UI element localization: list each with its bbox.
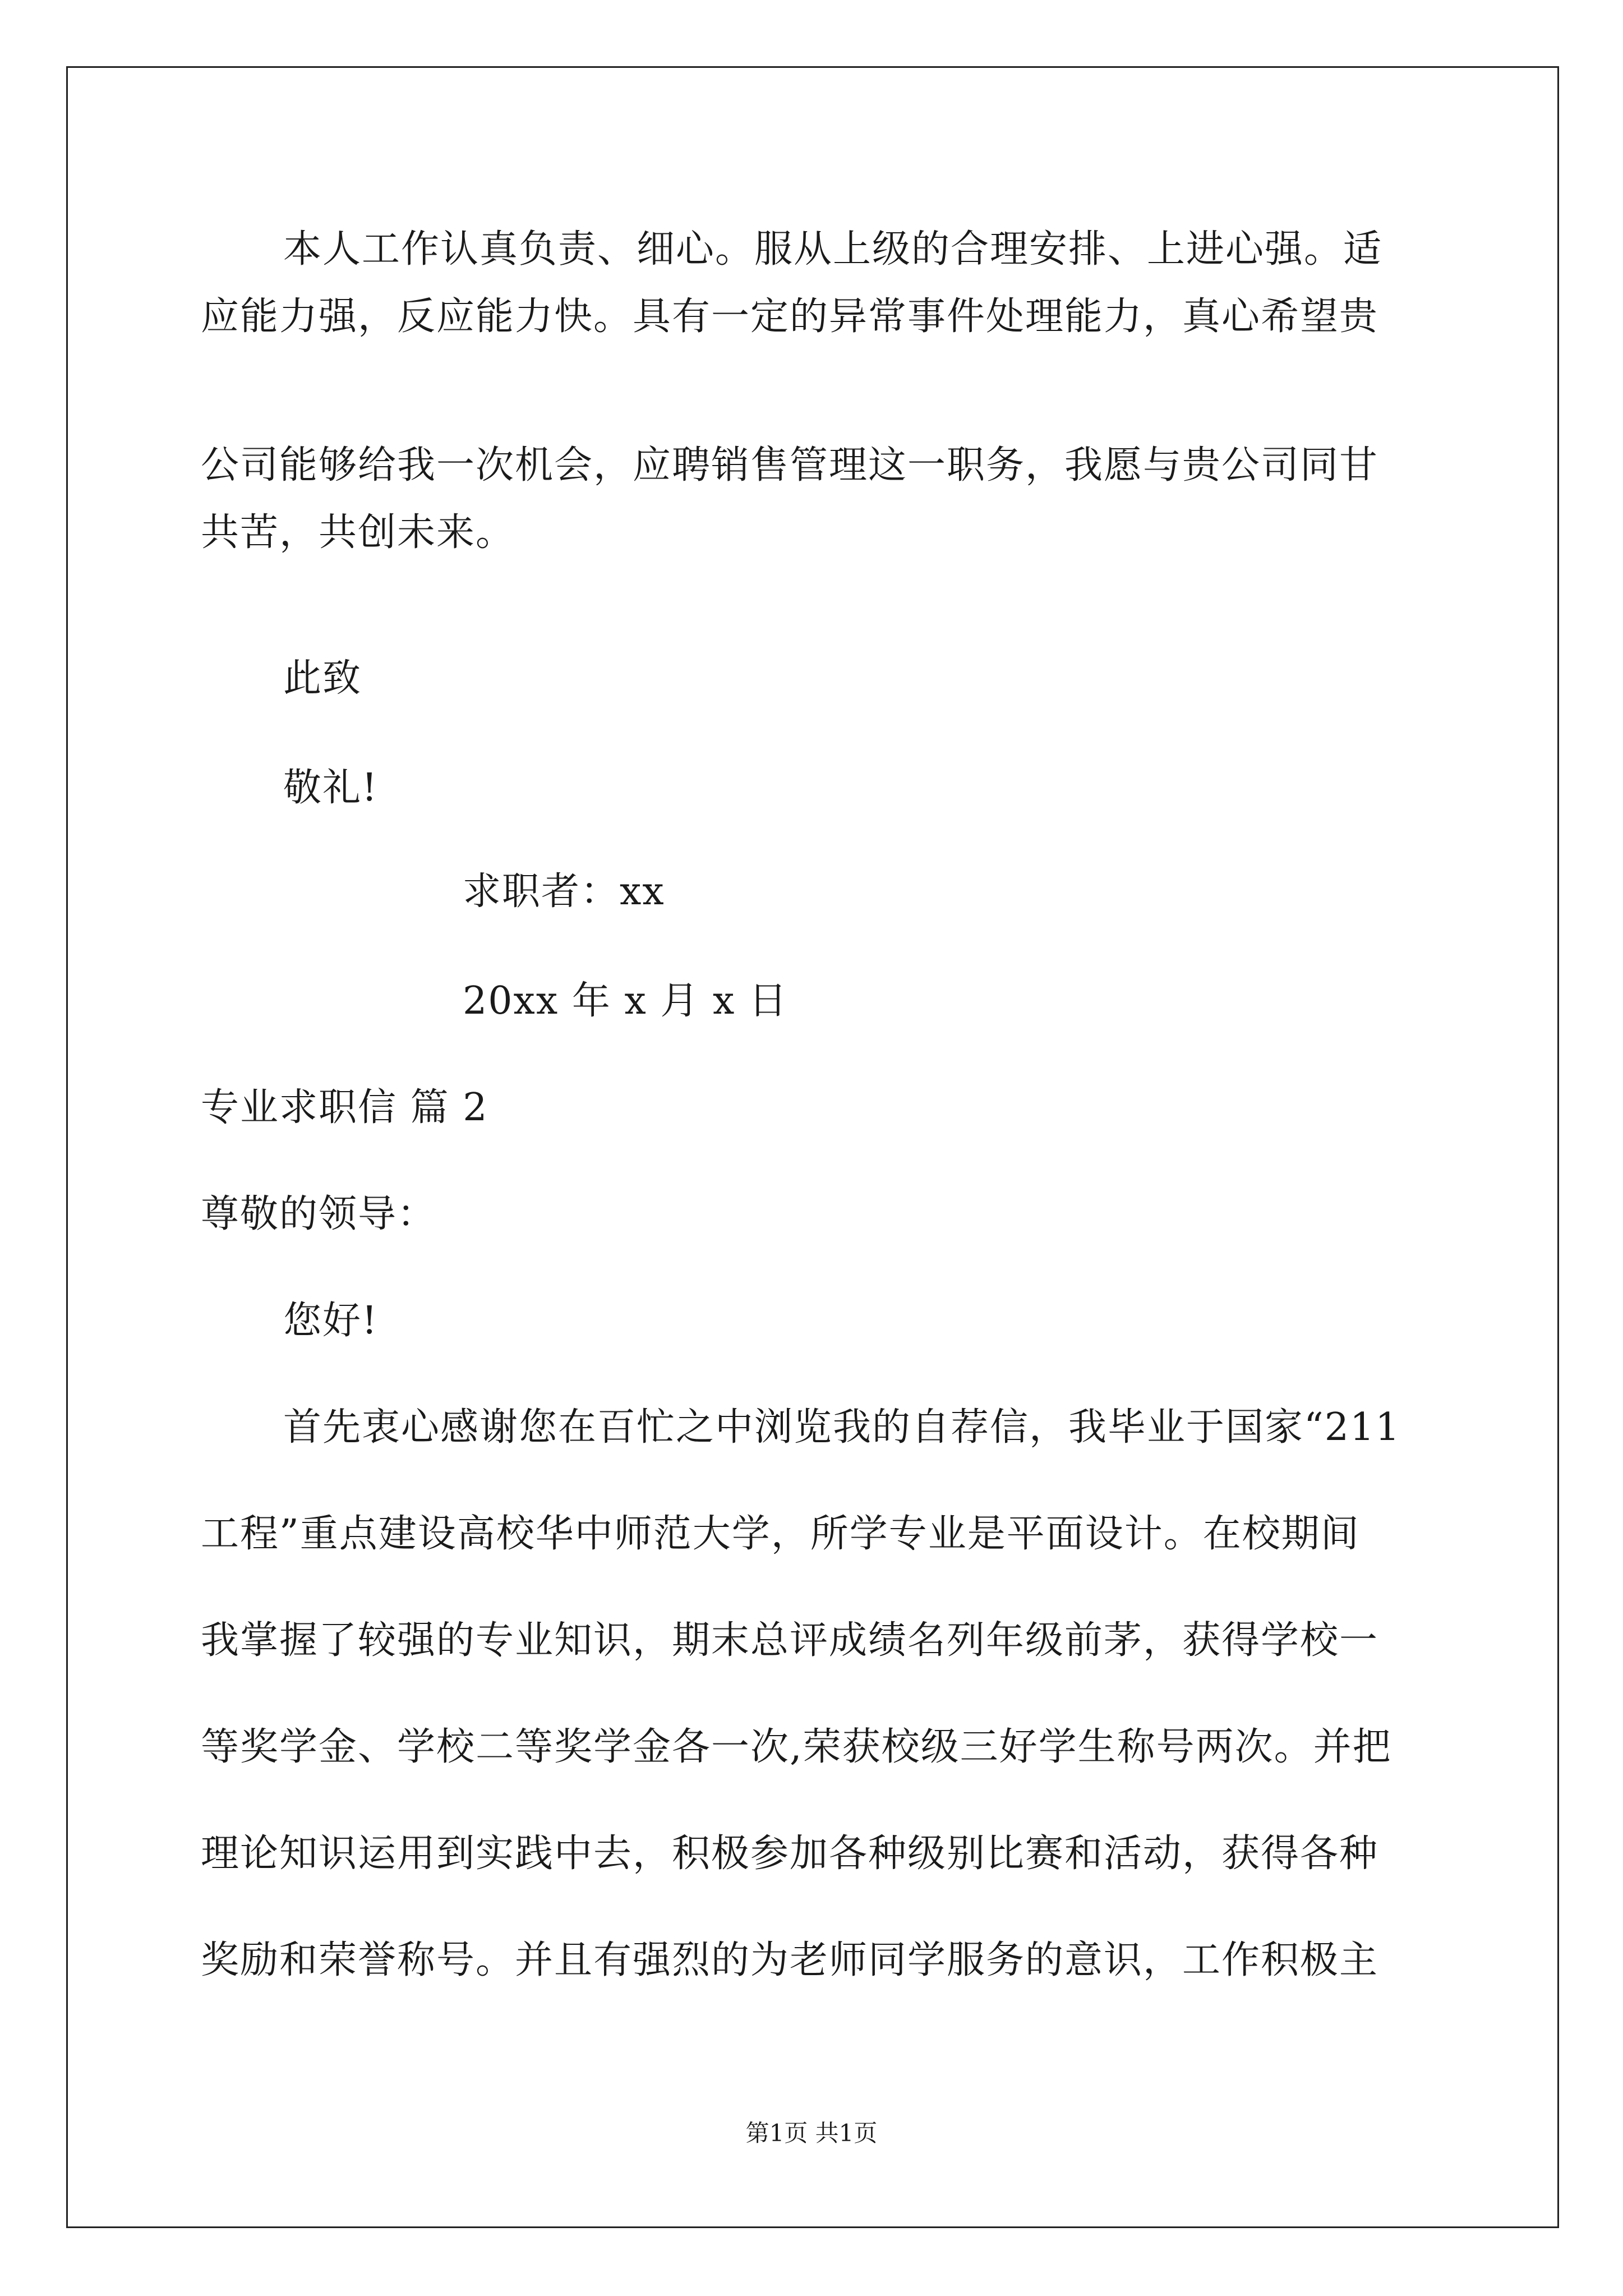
salutation: 尊敬的领导： (201, 1192, 437, 1236)
paragraph-2-line-2: 工程”重点建设高校华中师范大学，所学专业是平面设计。在校期间 (201, 1512, 1360, 1556)
paragraph-2-line-5: 理论知识运用到实践中去，积极参加各种级别比赛和活动，获得各种 (201, 1832, 1379, 1876)
paragraph-2-line-1: 首先衷心感谢您在百忙之中浏览我的自荐信，我毕业于国家“211 (283, 1405, 1401, 1450)
signature-date: 20xx 年 x 月 x 日 (463, 979, 789, 1023)
paragraph-1-line-1: 本人工作认真负责、细心。服从上级的合理安排、上进心强。适 (283, 227, 1383, 272)
page-number-footer: 第1页 共1页 (745, 2119, 878, 2147)
paragraph-1-line-3: 公司能够给我一次机会，应聘销售管理这一职务，我愿与贵公司同甘 (201, 443, 1379, 487)
page-border (66, 66, 1559, 2228)
paragraph-2-line-6: 奖励和荣誉称号。并且有强烈的为老师同学服务的意识，工作积极主 (201, 1938, 1379, 1982)
closing-salute: 敬礼! (283, 766, 379, 810)
greeting: 您好! (283, 1299, 379, 1343)
section-heading: 专业求职信 篇 2 (201, 1085, 488, 1130)
paragraph-1-line-4: 共苦，共创未来。 (201, 510, 515, 555)
paragraph-2-line-4: 等奖学金、学校二等奖学金各一次,荣获校级三好学生称号两次。并把 (201, 1725, 1392, 1769)
paragraph-2-line-3: 我掌握了较强的专业知识，期末总评成绩名列年级前茅，获得学校一 (201, 1618, 1379, 1663)
paragraph-1-line-2: 应能力强，反应能力快。具有一定的异常事件处理能力，真心希望贵 (201, 295, 1379, 339)
signature-name: 求职者：xx (463, 869, 665, 914)
closing-greeting: 此致 (283, 656, 362, 701)
